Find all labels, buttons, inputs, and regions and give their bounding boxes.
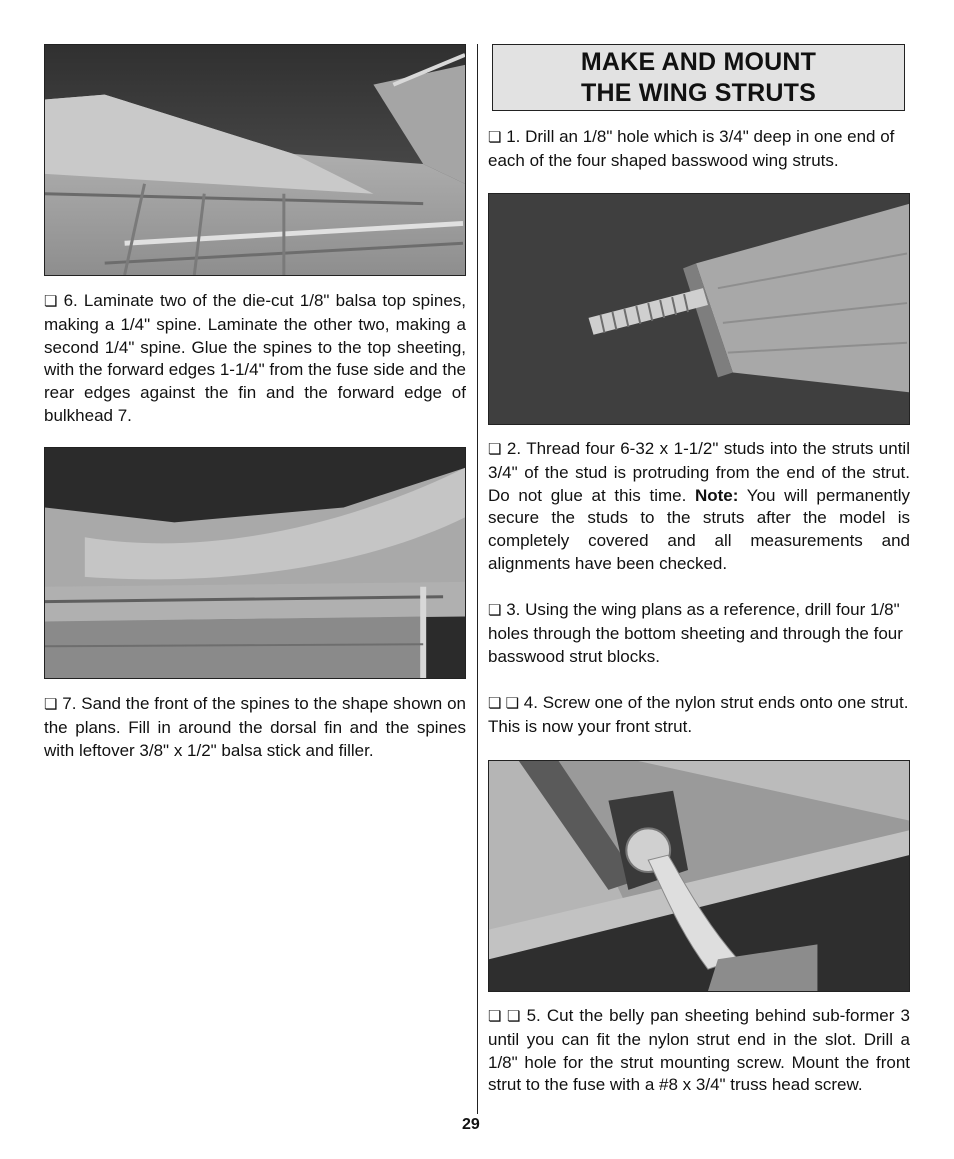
step-3-text	[488, 599, 910, 668]
column-divider	[477, 44, 478, 1114]
step-2-text	[488, 438, 910, 576]
step-1-text	[488, 126, 910, 173]
page-number: 29	[462, 1116, 480, 1133]
photo-top-spines	[44, 44, 466, 276]
step-2-body-a: 2. Thread four 6-32 x 1-1/2" studs into the struts until 3/4" of the stud is protruding from the end of the strut. Do not glue at this time.	[488, 439, 910, 505]
heading-line-2: THE WING STRUTS	[581, 78, 816, 107]
step-7-text	[44, 693, 466, 762]
note-label: Note:	[694, 485, 739, 505]
step-4-body: 4. Screw one of the nylon strut ends onto one strut. This is now your front strut.	[488, 693, 909, 736]
heading-line-1: MAKE AND MOUNT	[580, 47, 817, 76]
photo-sanded-spines	[44, 447, 466, 679]
photo-strut-stud	[488, 193, 910, 425]
step-2-body-b: You will permanently secure the studs to the struts after the model is completely covered and all measurements and alignments have been checked.	[488, 485, 910, 573]
step-5-body: 5. Cut the belly pan sheeting behind sub-former 3 until you can fit the nylon strut end in the slot. Drill a 1/8" hole for the strut mounting screw. Mount the front strut to the fuse with a #8 x 3/4" truss head screw.	[488, 1006, 910, 1095]
step-1-body: 1. Drill an 1/8" hole which is 3/4" deep in one end of each of the four shaped basswood wing struts.	[488, 127, 895, 170]
checkbox-icon[interactable]: ❏	[488, 441, 502, 458]
checkbox-icon[interactable]: ❏	[488, 602, 502, 619]
step-7-body: 7. Sand the front of the spines to the shape shown on the plans. Fill in around the dorsal fin and the spines with leftover 3/8" x 1/2" balsa stick and filler.	[44, 694, 466, 760]
section-heading-box	[492, 44, 905, 111]
step-6-body: 6. Laminate two of the die-cut 1/8" balsa top spines, making a 1/4" spine. Laminate the other two, making a second 1/4" spine. Glue the spines to the top sheeting, with the forward edges 1-1/4" from the fuse side and the rear edges against the fin and the forward edge of bulkhead 7.	[44, 291, 466, 425]
double-checkbox-icon[interactable]: ❏ ❏	[488, 1008, 521, 1025]
double-checkbox-icon[interactable]: ❏ ❏	[488, 695, 520, 712]
step-3-body: 3. Using the wing plans as a reference, drill four 1/8" holes through the bottom sheeting and through the four basswood strut blocks.	[488, 600, 903, 666]
checkbox-icon[interactable]: ❏	[488, 129, 502, 146]
checkbox-icon[interactable]: ❏	[44, 293, 58, 310]
step-5-text	[488, 1005, 910, 1097]
photo-strut-mount	[488, 760, 910, 992]
step-6-text	[44, 290, 466, 428]
checkbox-icon[interactable]: ❏	[44, 696, 58, 713]
step-4-text	[488, 692, 910, 739]
